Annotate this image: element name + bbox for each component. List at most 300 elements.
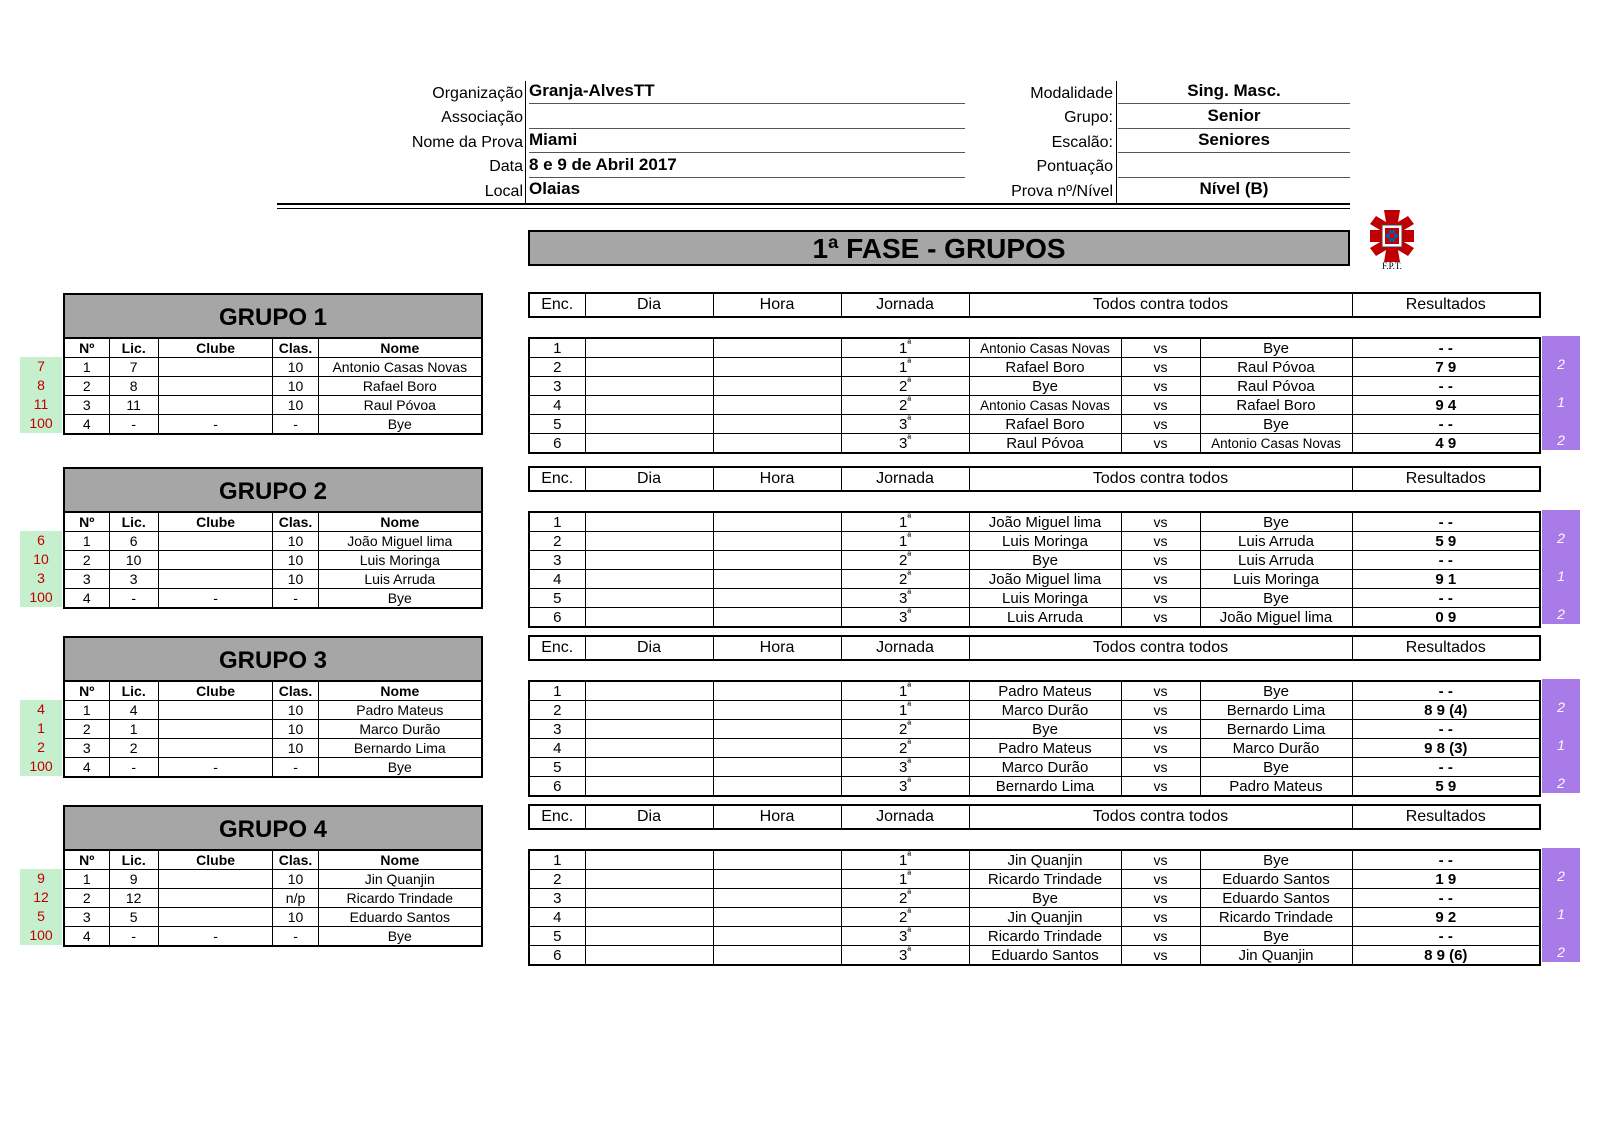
seed-cell: 5 [20,907,62,926]
match-row [529,551,1540,570]
matches-col-header: Jornada [841,805,969,829]
match-player-a: Antonio Casas Novas [969,396,1121,415]
player-lic: 9 [109,870,158,889]
winner-cell [1542,412,1580,431]
match-vs: vs [1121,701,1200,720]
match-dia [585,532,713,551]
winner-cell: 2 [1557,868,1565,884]
player-num: 1 [64,870,109,889]
player-name: Rafael Boro [318,377,482,396]
matches-table [528,849,1541,966]
match-dia [585,739,713,758]
right-header-separator [1116,81,1117,203]
player-name: Luis Arruda [318,570,482,589]
match-result: - - [1352,377,1540,396]
players-col-header: Nº [64,512,109,532]
match-vs: vs [1121,377,1200,396]
match-vs: vs [1121,358,1200,377]
player-row [64,589,482,609]
players-col-header: Clube [158,338,273,358]
player-row [64,570,482,589]
match-player-b: Marco Durão [1200,739,1352,758]
match-result: - - [1352,512,1540,532]
players-col-header: Nome [318,850,482,870]
match-dia [585,434,713,454]
player-num: 4 [64,415,109,435]
match-player-a: Luis Arruda [969,608,1121,628]
players-col-header: Nome [318,681,482,701]
match-result: - - [1352,681,1540,701]
match-jornada: $2^ª$ [841,396,969,415]
seed-cell: 8 [20,376,62,395]
player-clas: 10 [273,701,318,720]
player-name: Bye [318,415,482,435]
match-player-b: Bye [1200,512,1352,532]
winner-column [1542,336,1580,450]
player-num: 2 [64,889,109,908]
player-lic: 2 [109,739,158,758]
match-jornada: $1^ª$ [841,338,969,358]
winner-cell: 1 [1557,568,1565,584]
match-vs: vs [1121,396,1200,415]
matches-col-header: Resultados [1352,293,1540,317]
match-jornada: $3^ª$ [841,608,969,628]
matches-table [528,511,1541,628]
matches-col-header: Jornada [841,293,969,317]
player-num: 1 [64,358,109,377]
match-vs: vs [1121,589,1200,608]
match-dia [585,415,713,434]
player-name: Antonio Casas Novas [318,358,482,377]
match-jornada: $2^ª$ [841,377,969,396]
seed-column [20,357,62,433]
match-result: - - [1352,889,1540,908]
match-jornada: $1^ª$ [841,512,969,532]
match-dia [585,870,713,889]
player-num: 2 [64,377,109,396]
match-dia [585,777,713,797]
match-dia [585,758,713,777]
player-name: Eduardo Santos [318,908,482,927]
seed-cell: 100 [20,926,62,945]
players-col-header: Clube [158,681,273,701]
player-lic: - [109,758,158,778]
match-jornada: $1^ª$ [841,850,969,870]
match-player-b: Luis Arruda [1200,532,1352,551]
match-enc: 3 [529,889,585,908]
player-row [64,415,482,435]
match-vs: vs [1121,777,1200,797]
group-title: GRUPO 1 [63,293,483,339]
seed-cell: 1 [20,719,62,738]
match-row [529,758,1540,777]
match-dia [585,908,713,927]
match-enc: 3 [529,377,585,396]
match-jornada: $3^ª$ [841,434,969,454]
match-jornada: $2^ª$ [841,720,969,739]
match-hora [713,870,841,889]
player-clas: 10 [273,739,318,758]
left-header-separator [525,81,526,203]
winner-cell [1542,679,1580,698]
match-player-a: Luis Moringa [969,532,1121,551]
matches-header-row [529,805,1540,829]
match-row [529,701,1540,720]
match-vs: vs [1121,908,1200,927]
match-player-a: Jin Quanjin [969,908,1121,927]
match-hora [713,720,841,739]
match-hora [713,908,841,927]
match-result: 1 9 [1352,870,1540,889]
players-col-header: Clas. [273,512,318,532]
match-vs: vs [1121,681,1200,701]
match-row [529,946,1540,966]
match-row [529,434,1540,454]
match-vs: vs [1121,512,1200,532]
match-jornada: $3^ª$ [841,589,969,608]
match-jornada: $2^ª$ [841,889,969,908]
match-vs: vs [1121,415,1200,434]
winner-cell: 2 [1557,606,1565,622]
player-row [64,870,482,889]
players-table [63,680,483,778]
winner-cell [1542,510,1580,529]
match-vs: vs [1121,946,1200,966]
player-club [158,889,273,908]
match-dia [585,589,713,608]
match-hora [713,946,841,966]
matches-col-header: Jornada [841,467,969,491]
player-club [158,720,273,739]
match-enc: 2 [529,870,585,889]
match-enc: 1 [529,338,585,358]
player-num: 1 [64,701,109,720]
player-lic: 11 [109,396,158,415]
players-table [63,337,483,435]
match-dia [585,512,713,532]
player-row [64,551,482,570]
grupo-value: Senior [1118,105,1350,129]
match-vs: vs [1121,870,1200,889]
match-dia [585,946,713,966]
match-player-a: Luis Moringa [969,589,1121,608]
match-dia [585,570,713,589]
winner-cell: 2 [1557,944,1565,960]
match-jornada: $3^ª$ [841,946,969,966]
match-dia [585,551,713,570]
match-player-b: Rafael Boro [1200,396,1352,415]
player-lic: 4 [109,701,158,720]
player-num: 4 [64,589,109,609]
match-player-a: João Miguel lima [969,570,1121,589]
match-jornada: $2^ª$ [841,908,969,927]
match-vs: vs [1121,850,1200,870]
matches-header-table [528,466,1541,492]
match-result: - - [1352,927,1540,946]
matches-header-row [529,293,1540,317]
match-player-a: Bye [969,551,1121,570]
match-player-b: Luis Moringa [1200,570,1352,589]
match-result: 7 9 [1352,358,1540,377]
seed-cell: 100 [20,757,62,776]
match-row [529,681,1540,701]
player-num: 4 [64,927,109,947]
player-lic: 6 [109,532,158,551]
seed-cell: 3 [20,569,62,588]
match-result: - - [1352,338,1540,358]
match-hora [713,434,841,454]
match-dia [585,396,713,415]
local-value: Olaias [529,179,581,198]
winner-cell: 2 [1557,699,1565,715]
match-result: 5 9 [1352,777,1540,797]
player-club [158,870,273,889]
player-club: - [158,415,273,435]
matches-col-header: Dia [585,805,713,829]
match-row [529,850,1540,870]
players-col-header: Nome [318,338,482,358]
match-row [529,589,1540,608]
player-num: 3 [64,908,109,927]
prova-label: Prova nº/Nível [1011,183,1113,200]
winner-cell [1542,548,1580,567]
match-hora [713,396,841,415]
player-lic: 3 [109,570,158,589]
player-row [64,758,482,778]
match-vs: vs [1121,889,1200,908]
match-row [529,570,1540,589]
player-row [64,739,482,758]
match-player-b: Antonio Casas Novas [1200,434,1352,454]
match-player-b: Bye [1200,589,1352,608]
players-header-row [64,681,482,701]
match-enc: 6 [529,608,585,628]
player-clas: 10 [273,908,318,927]
player-clas: 10 [273,551,318,570]
player-name: Bernardo Lima [318,739,482,758]
players-col-header: Clube [158,850,273,870]
match-jornada: $3^ª$ [841,927,969,946]
player-lic: 1 [109,720,158,739]
logo-caption: F.P.T. [1382,261,1402,271]
match-player-a: Marco Durão [969,701,1121,720]
match-hora [713,701,841,720]
match-result: 8 9 (6) [1352,946,1540,966]
player-club: - [158,758,273,778]
nome-prova-value: Miami [529,129,965,153]
pontuacao-value [1118,154,1350,178]
pontuacao-label: Pontuação [1036,158,1113,175]
match-player-b: Bye [1200,758,1352,777]
player-row [64,908,482,927]
header-double-rule [277,203,1350,209]
match-dia [585,608,713,628]
match-row [529,377,1540,396]
match-result: - - [1352,758,1540,777]
match-dia [585,720,713,739]
match-enc: 1 [529,850,585,870]
player-club [158,396,273,415]
winner-cell: 1 [1557,737,1565,753]
matches-col-header: Hora [713,805,841,829]
match-dia [585,338,713,358]
phase-title: 1ª FASE - GRUPOS [528,230,1350,266]
player-name: Bye [318,758,482,778]
seed-cell: 11 [20,395,62,414]
winner-cell [1542,886,1580,905]
seed-cell: 12 [20,888,62,907]
match-player-a: Antonio Casas Novas [969,338,1121,358]
players-header-row [64,338,482,358]
players-col-header: Nº [64,850,109,870]
match-hora [713,889,841,908]
player-num: 3 [64,739,109,758]
player-lic: 12 [109,889,158,908]
match-result: - - [1352,415,1540,434]
data-value: 8 e 9 de Abril 2017 [529,154,965,178]
player-clas: 10 [273,570,318,589]
match-dia [585,358,713,377]
associacao-label: Associação [441,109,523,126]
players-col-header: Nome [318,512,482,532]
match-enc: 2 [529,358,585,377]
match-enc: 2 [529,701,585,720]
match-hora [713,589,841,608]
player-row [64,701,482,720]
winner-cell: 2 [1557,530,1565,546]
match-hora [713,927,841,946]
data-label: Data [489,158,523,175]
player-club [158,570,273,589]
match-row [529,358,1540,377]
player-clas: 10 [273,870,318,889]
winner-cell: 1 [1557,394,1565,410]
match-result: 9 2 [1352,908,1540,927]
seed-cell: 4 [20,700,62,719]
player-name: Jin Quanjin [318,870,482,889]
match-jornada: $1^ª$ [841,532,969,551]
match-player-a: Jin Quanjin [969,850,1121,870]
match-player-b: Bye [1200,927,1352,946]
players-header-row [64,850,482,870]
match-player-b: Bye [1200,415,1352,434]
player-name: Raul Póvoa [318,396,482,415]
player-clas: 10 [273,358,318,377]
match-jornada: $1^ª$ [841,701,969,720]
match-row [529,532,1540,551]
escalao-label: Escalão: [1051,134,1113,151]
match-enc: 5 [529,589,585,608]
match-row [529,927,1540,946]
player-row [64,927,482,947]
match-player-b: Jin Quanjin [1200,946,1352,966]
winner-cell [1542,755,1580,774]
match-dia [585,927,713,946]
match-player-a: Ricardo Trindade [969,870,1121,889]
associacao-value [529,105,965,129]
match-jornada: $3^ª$ [841,758,969,777]
player-club [158,908,273,927]
players-table [63,849,483,947]
match-hora [713,532,841,551]
match-row [529,512,1540,532]
matches-col-header: Dia [585,467,713,491]
player-num: 3 [64,396,109,415]
match-row [529,908,1540,927]
match-result: 9 4 [1352,396,1540,415]
player-lic: - [109,927,158,947]
match-player-b: Bernardo Lima [1200,720,1352,739]
winner-cell: 2 [1557,432,1565,448]
match-enc: 1 [529,681,585,701]
matches-col-header: Resultados [1352,636,1540,660]
match-enc: 5 [529,758,585,777]
player-lic: 10 [109,551,158,570]
match-dia [585,701,713,720]
match-jornada: $2^ª$ [841,739,969,758]
player-club: - [158,927,273,947]
match-enc: 5 [529,415,585,434]
players-col-header: Clas. [273,681,318,701]
player-lic: - [109,589,158,609]
winner-cell: 2 [1557,356,1565,372]
match-player-a: Bye [969,889,1121,908]
seed-cell: 100 [20,414,62,433]
match-player-b: João Miguel lima [1200,608,1352,628]
match-player-a: Eduardo Santos [969,946,1121,966]
players-col-header: Clas. [273,850,318,870]
player-clas: - [273,927,318,947]
players-col-header: Lic. [109,338,158,358]
matches-col-header: Resultados [1352,467,1540,491]
match-row [529,415,1540,434]
seed-cell: 6 [20,531,62,550]
match-result: 0 9 [1352,608,1540,628]
match-enc: 3 [529,551,585,570]
match-player-b: Bye [1200,850,1352,870]
match-jornada: $3^ª$ [841,777,969,797]
match-enc: 2 [529,532,585,551]
winner-cell [1542,848,1580,867]
match-vs: vs [1121,532,1200,551]
player-name: Luis Moringa [318,551,482,570]
match-row [529,777,1540,797]
player-name: Marco Durão [318,720,482,739]
player-name: Bye [318,927,482,947]
prova-value: Nível (B) [1199,179,1269,198]
matches-col-header: Resultados [1352,805,1540,829]
match-player-a: Ricardo Trindade [969,927,1121,946]
player-clas: n/p [273,889,318,908]
match-hora [713,551,841,570]
seed-cell: 10 [20,550,62,569]
player-club [158,358,273,377]
player-name: João Miguel lima [318,532,482,551]
match-player-b: Eduardo Santos [1200,889,1352,908]
seed-column [20,531,62,607]
match-player-b: Bye [1200,338,1352,358]
player-club [158,551,273,570]
winner-cell: 1 [1557,906,1565,922]
players-col-header: Nº [64,681,109,701]
match-hora [713,777,841,797]
matches-col-header: Hora [713,636,841,660]
organizacao-value: Granja-AlvesTT [529,80,965,104]
match-enc: 3 [529,720,585,739]
player-clas: 10 [273,720,318,739]
match-enc: 4 [529,396,585,415]
match-player-a: Padro Mateus [969,681,1121,701]
